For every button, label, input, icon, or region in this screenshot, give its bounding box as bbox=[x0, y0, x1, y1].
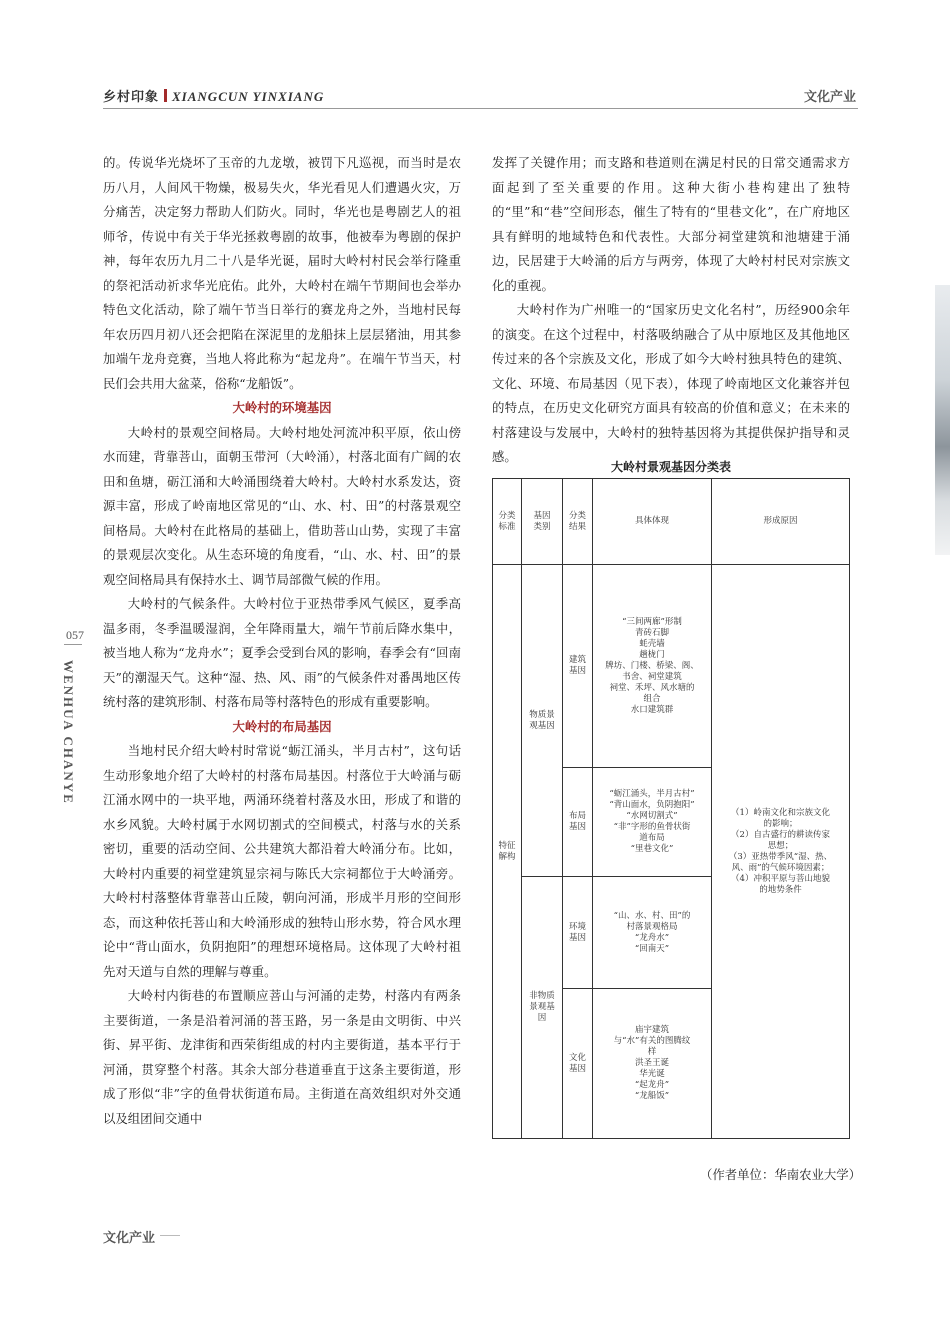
cell-detail: 庙宇建筑 与“水”有关的图腾纹 样 洪圣王诞 华光诞 “起龙舟” “龙船饭” bbox=[593, 989, 712, 1139]
paragraph: 当地村民介绍大岭村时常说“蛎江涌头，半月古村”，这句话生动形象地介绍了大岭村的村落布局基因。村落位于大岭涌与砺江涌水网中的一块平地，两涌环绕着村落及水田，形成了和谐的水乡风貌。大岭村属于水网切割式的空间模式，村落与水的关系密切，重要的活动空间、公共建筑大都沿着大岭涌分布。比如，大岭村内重要的祠堂建筑显宗祠与陈氏大宗祠都位于大岭涌旁。大岭村村落整体背靠菩山丘陵，朝向河涌，形成半月形的空间形态，而这种依托菩山和大岭涌形成的独特山形水势，符合风水理论中“背山面水，负阴抱阳”的理想环境格局。这体现了大岭村祖先对天道与自然的理解与尊重。 bbox=[103, 743, 461, 979]
page-number: 057 bbox=[66, 628, 84, 642]
journal-name-footer: 文化产业 bbox=[103, 1231, 156, 1246]
cell-result: 文化 基因 bbox=[563, 989, 593, 1139]
side-journal-name bbox=[50, 660, 90, 805]
edge-photo-strip bbox=[935, 285, 950, 555]
paragraph: 的。传说华光烧坏了玉帝的九龙墩，被罚下凡巡视，而当时是农历八月，人间风干物燥，极易失火，华光看见人们遭遇火灾，万分痛苦，决定努力帮助人们防火。同时，华光也是粤剧艺人的祖师爷，传说中有关于华光拯救粤剧的故事，他被奉为粤剧的保护神，每年农历九月二十八是华光诞，届时大岭村村民会举行隆重的祭祀活动祈求华光庇佑。此外，大岭村在端午节期间也会举办特色文化活动，除了端午节当日举行的赛龙舟之外，当地村民每年农历四月初八还会把陷在深泥里的龙船抹上层层猪油，用其参加端午龙舟竞赛，当地人将此称为“起龙舟”。在端午节当天，村民们会共用大盆菜，俗称“龙船饭”。 bbox=[103, 155, 461, 391]
side-journal-latin: WENHUA CHANYE bbox=[61, 660, 76, 805]
footer-divider bbox=[160, 1235, 180, 1236]
cell-material-category: 物质景 观基因 bbox=[522, 565, 563, 877]
header-cell-detail: 具体体现 bbox=[593, 479, 712, 565]
paragraph: 大岭村的景观空间格局。大岭村地处河流冲积平原，依山傍水而建，背靠菩山，面朝玉带河（大岭涌），村落北面有广阔的农田和鱼塘，砺江涌和大岭涌围绕着大岭村。大岭村水系发达，资源丰富，形成了岭南地区常见的“山、水、村、田”的村落景观空间格局。大岭村在此格局的基础上，借助菩山山势，实现了丰富的景观层次变化。从生态环境的角度看，“山、水、村、田”的景观空间格局具有保持水土、调节局部微气候的作用。 bbox=[103, 424, 461, 587]
gene-classification-table bbox=[492, 478, 850, 1139]
cell-reasons: （1）岭南文化和宗族文化 的影响； （2）自古盛行的耕读传家 思想； （3）亚热带季风“湿、热、 风、雨”的气候环境因素； （4）冲积平原与菩山地貌 的地势条件 bbox=[712, 565, 850, 1139]
cell-standard: 特征 解构 bbox=[493, 565, 522, 1139]
table-title: 大岭村景观基因分类表 bbox=[610, 460, 731, 474]
journal-name-header: 文化产业 bbox=[804, 90, 857, 105]
header-divider bbox=[103, 108, 858, 109]
side-divider bbox=[64, 644, 82, 645]
cell-result: 环境 基因 bbox=[563, 877, 593, 989]
section-heading-layout: 大岭村的布局基因 bbox=[232, 718, 332, 734]
section-divider bbox=[164, 89, 167, 102]
cell-result: 建筑 基因 bbox=[563, 565, 593, 768]
cell-result: 布局 基因 bbox=[563, 768, 593, 877]
cell-detail: “三间两廊”形制 青砖石脚 蚝壳墙 趟栊门 牌坊、门楼、桥梁、阁、 书舍、祠堂建筑 祠堂、禾坪、风水塘的 组合 水口建筑群 bbox=[593, 565, 712, 768]
table-header-row bbox=[493, 479, 850, 565]
header-cell-reason: 形成原因 bbox=[712, 479, 850, 565]
header-cell-gene-category: 基因 类别 bbox=[522, 479, 563, 565]
right-column bbox=[492, 151, 850, 470]
section-header bbox=[103, 86, 324, 105]
section-title-cn: 乡村印象 bbox=[103, 90, 160, 105]
cell-nonmaterial-category: 非物质 景观基 因 bbox=[522, 877, 563, 1139]
section-title-latin: XIANGCUN YINXIANG bbox=[172, 89, 325, 104]
header-cell-standard: 分类 标准 bbox=[493, 479, 522, 565]
paragraph: 大岭村的气候条件。大岭村位于亚热带季风气候区，夏季高温多雨，冬季温暖湿润，全年降雨量大，端午节前后降水集中，被当地人称为“龙舟水”；夏季会受到台风的影响，春季会有“回南天”的潮湿天气。这种“湿、热、风、雨”的气候条件对番禺地区传统村落的建筑形制、村落布局等村落特色的形成有重要影响。 bbox=[103, 596, 461, 709]
author-affiliation: （作者单位：华南农业大学） bbox=[700, 1167, 862, 1182]
section-heading-environment: 大岭村的环境基因 bbox=[232, 400, 332, 415]
left-column bbox=[103, 151, 461, 1131]
paragraph: 发挥了关键作用；而支路和巷道则在满足村民的日常交通需求方面起到了至关重要的作用。这种大街小巷构建出了独特的“里”和“巷”空间形态，催生了特有的“里巷文化”，在广府地区具有鲜明的地域特色和代表性。大部分祠堂建筑和池塘建于涌边，民居建于大岭涌的后方与两旁，体现了大岭村村民对宗族文化的重视。 bbox=[492, 155, 850, 293]
paragraph: 大岭村内街巷的布置顺应菩山与河涌的走势，村落内有两条主要街道，一条是沿着河涌的菩玉路，另一条是由文明街、中兴街、昇平街、龙津街和西荣街组成的村内主要街道，基本平行于河涌，贯穿整个村落。其余大部分巷道垂直于这条主要街道，形成了形似“非”字的鱼骨状街道布局。主街道在高效组织对外交通以及组团间交通中 bbox=[103, 988, 461, 1126]
header-cell-result: 分类 结果 bbox=[563, 479, 593, 565]
table-row bbox=[493, 565, 850, 768]
cell-detail: “山、水、村、田”的 村落景观格局 “龙舟水” “回南天” bbox=[593, 877, 712, 989]
paragraph: 大岭村作为广州唯一的“国家历史文化名村”，历经900余年的演变。在这个过程中，村落吸纳融合了从中原地区及其他地区传过来的各个宗族及文化，形成了如今大岭村独具特色的建筑、文化、环境、布局基因（见下表），体现了岭南地区文化兼容并包的特点，在历史文化研究方面具有较高的价值和意义；在未来的村落建设与发展中，大岭村的独特基因将为其提供保护指导和灵感。 bbox=[492, 302, 850, 464]
cell-detail: “蛎江涌头，半月古村” “背山面水，负阴抱阳” “水网切割式” “非”字形的鱼骨状街 道布局 “里巷文化” bbox=[593, 768, 712, 877]
